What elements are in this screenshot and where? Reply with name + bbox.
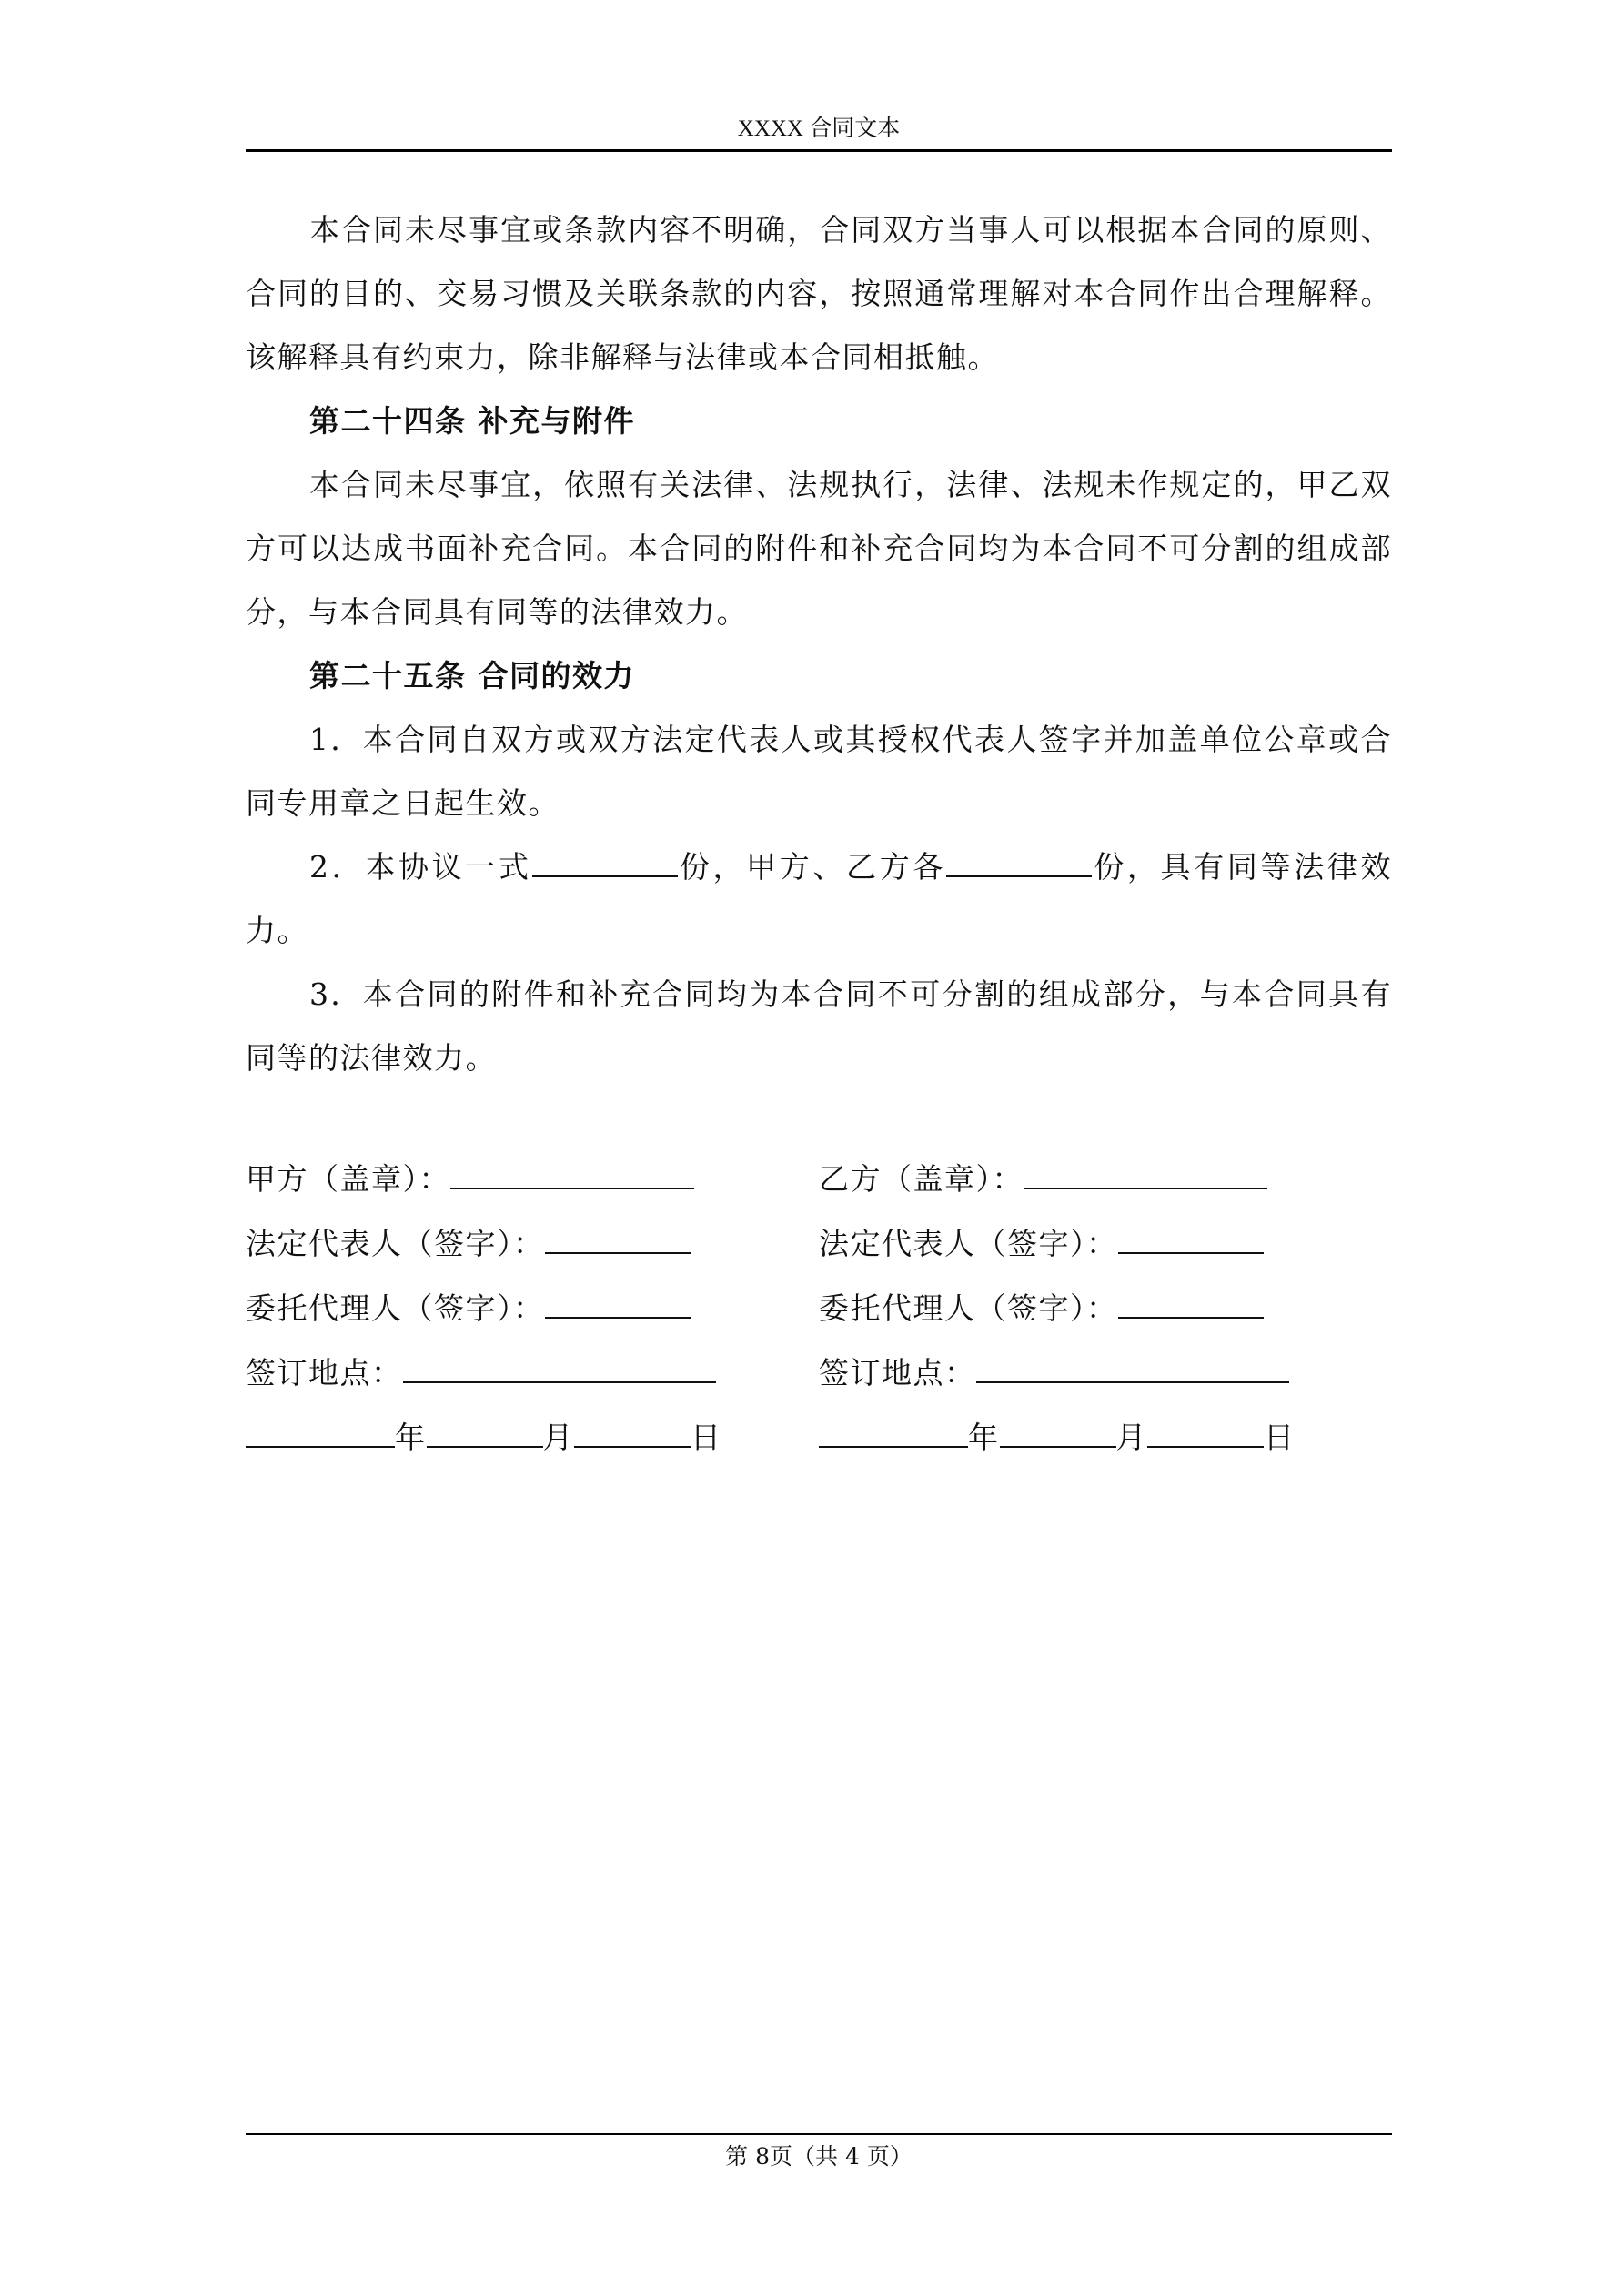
page-number: 第 8页（共 4 页）	[725, 2143, 913, 2170]
copies-total-blank[interactable]	[532, 850, 678, 877]
item-2-text-b: 份，甲方、乙方各	[677, 849, 947, 885]
party-b-agent-blank[interactable]	[1118, 1291, 1264, 1319]
party-b-date	[819, 1414, 1392, 1457]
party-a-agent-blank[interactable]	[545, 1291, 691, 1319]
article-25-item-1: 1．本合同自双方或双方法定代表人或其授权代表人签字并加盖单位公章或合同专用章之日起生效。	[246, 722, 1392, 821]
signature-row-agent	[246, 1274, 1392, 1339]
party-a-place	[246, 1350, 819, 1392]
party-a-legal-rep-blank[interactable]	[545, 1227, 691, 1254]
party-a-agent	[246, 1285, 819, 1328]
signature-row-place	[246, 1339, 1392, 1403]
paragraph-interpretation: 本合同未尽事宜或条款内容不明确，合同双方当事人可以根据本合同的原则、合同的目的、交易习惯及关联条款的内容，按照通常理解对本合同作出合理解释。该解释具有约束力，除非解释与法律或本合同相抵触。	[246, 212, 1392, 375]
party-b-year-blank[interactable]	[819, 1421, 968, 1448]
party-b-place-blank[interactable]	[976, 1356, 1289, 1383]
party-b-agent	[819, 1285, 1392, 1328]
signature-row-legal-rep	[246, 1209, 1392, 1274]
party-a-place-label: 签订地点：	[246, 1355, 403, 1391]
article-25-item-2	[246, 835, 1392, 963]
party-a-year-label: 年	[395, 1420, 427, 1455]
article-25-item-3: 3．本合同的附件和补充合同均为本合同不可分割的组成部分，与本合同具有同等的法律效力。	[246, 976, 1392, 1076]
party-b-month-label: 月	[1115, 1420, 1147, 1455]
party-a-day-label: 日	[691, 1420, 722, 1455]
party-b-month-blank[interactable]	[1000, 1421, 1116, 1448]
item-2-text-a: 2．本协议一式	[309, 849, 532, 885]
party-b-agent-label: 委托代理人（签字）：	[819, 1290, 1118, 1326]
article-25-heading: 第二十五条 合同的效力	[309, 658, 635, 693]
party-a-day-blank[interactable]	[574, 1421, 691, 1448]
item-2-text-c: 份，具有同等法律效力。	[246, 849, 1393, 948]
party-a-agent-label: 委托代理人（签字）：	[246, 1290, 545, 1326]
party-b-seal-label: 乙方（盖章）：	[819, 1161, 1024, 1197]
party-b-seal	[819, 1156, 1392, 1199]
party-a-legal-rep	[246, 1220, 819, 1263]
party-b-place-label: 签订地点：	[819, 1355, 976, 1391]
signature-row-seal	[246, 1145, 1392, 1209]
signature-row-date	[246, 1403, 1392, 1468]
article-24-heading: 第二十四条 补充与附件	[309, 403, 635, 439]
party-b-year-label: 年	[968, 1420, 1000, 1455]
party-b-legal-rep-blank[interactable]	[1118, 1227, 1264, 1254]
party-b-day-label: 日	[1264, 1420, 1296, 1455]
party-a-year-blank[interactable]	[246, 1421, 395, 1448]
party-a-month-blank[interactable]	[427, 1421, 543, 1448]
party-a-seal-label: 甲方（盖章）：	[246, 1161, 450, 1197]
party-a-month-label: 月	[542, 1420, 574, 1455]
party-b-day-blank[interactable]	[1147, 1421, 1264, 1448]
party-a-date	[246, 1414, 819, 1457]
party-a-legal-rep-label: 法定代表人（签字）：	[246, 1226, 545, 1261]
party-b-legal-rep	[819, 1220, 1392, 1263]
article-24-paragraph: 本合同未尽事宜，依照有关法律、法规执行，法律、法规未作规定的，甲乙双方可以达成书面补充合同。本合同的附件和补充合同均为本合同不可分割的组成部分，与本合同具有同等的法律效力。	[246, 467, 1392, 630]
page-header-title: XXXX 合同文本	[737, 116, 901, 141]
signature-block	[246, 1145, 1392, 1468]
contract-body	[246, 198, 1392, 1090]
party-a-seal	[246, 1156, 819, 1199]
party-a-place-blank[interactable]	[403, 1356, 716, 1383]
party-a-seal-blank[interactable]	[450, 1162, 694, 1189]
party-b-seal-blank[interactable]	[1024, 1162, 1267, 1189]
footer-divider	[246, 2133, 1392, 2135]
header-divider	[246, 149, 1392, 152]
copies-each-blank[interactable]	[946, 850, 1092, 877]
party-b-legal-rep-label: 法定代表人（签字）：	[819, 1226, 1118, 1261]
party-b-place	[819, 1350, 1392, 1392]
